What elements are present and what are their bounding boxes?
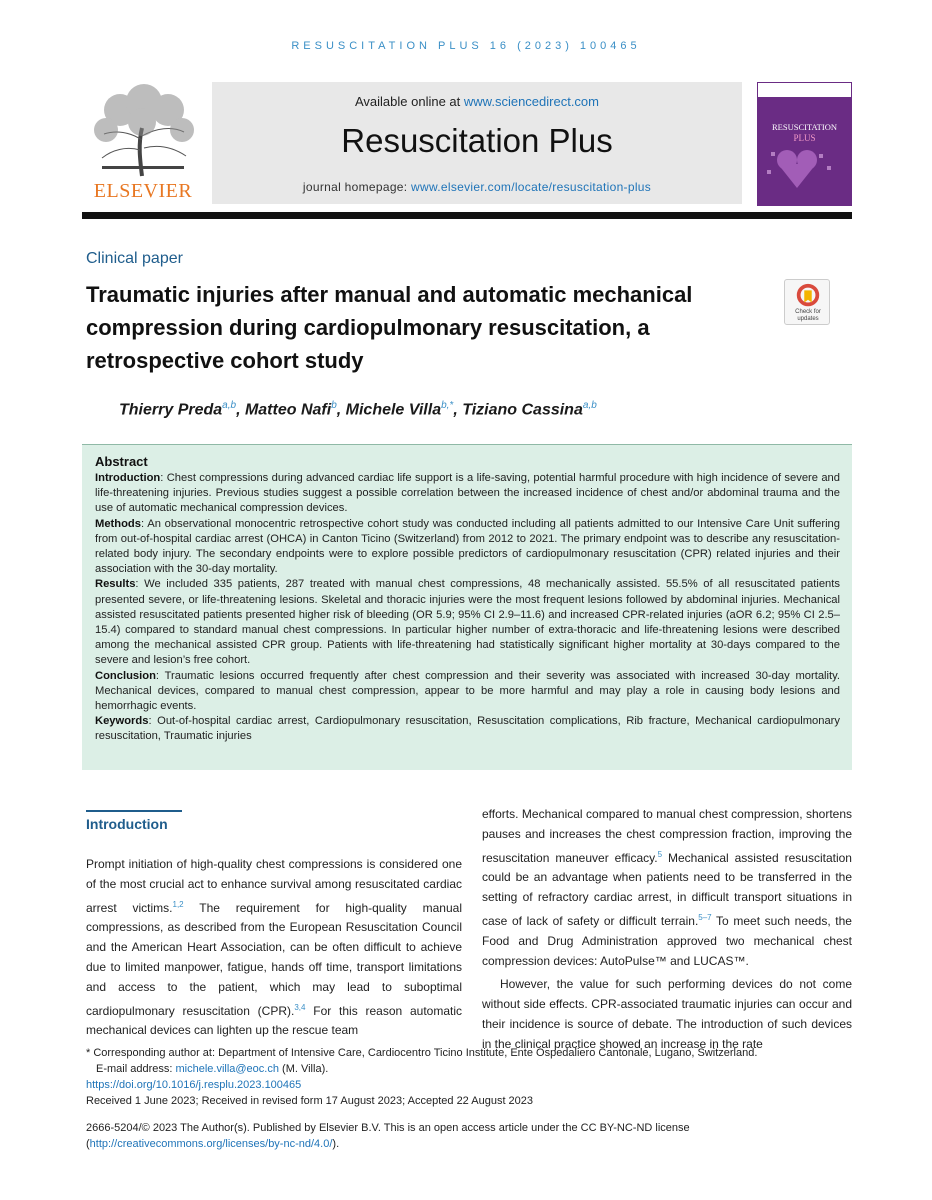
abstract-text: : Traumatic lesions occurred frequently after chest compression and their severity was associated with increased 30-day mortality. Mechanical devices, compared to manual chest compression, appear to be more harmful and may play a role in causing body lesions and hemorrhagic events. — [95, 669, 840, 713]
masthead-rule — [82, 212, 852, 219]
abstract-label: Introduction — [95, 472, 161, 484]
citation-link[interactable]: 3,4 — [294, 1002, 306, 1012]
body-text: efforts. Mechanical compared to manual chest compression, shortens pauses and increases the chest compression fraction, improving the resuscitation maneuver efficacy. — [482, 807, 852, 865]
abstract-results — [95, 577, 840, 668]
author-affiliation[interactable]: b,* — [441, 400, 454, 411]
author-name[interactable]: Michele Villa — [345, 401, 442, 419]
abstract-conclusion — [95, 669, 840, 715]
publisher-name: ELSEVIER — [93, 180, 193, 202]
article-title: Traumatic injuries after manual and automatic mechanical compression during cardiopulmonary resuscitation, a retrospective cohort study — [86, 282, 693, 373]
section-rule — [86, 810, 182, 812]
email-link[interactable]: michele.villa@eoc.ch — [175, 1063, 279, 1075]
corresponding-author: * Corresponding author at: Department of Intensive Care, Cardiocentro Ticino Institute, Ente Ospedaliero Cantonale, Lugano, Switzerland. — [86, 1047, 758, 1059]
email-line — [86, 1061, 856, 1077]
citation-link[interactable]: 5 — [657, 849, 663, 859]
journal-homepage — [212, 180, 742, 194]
body-paragraph: However, the value for such performing devices do not come without side effects. CPR-associated traumatic injuries can occur and their incidence is source of debate. The introduction of such devices in the clinical practice showed an increase in the rate — [482, 977, 852, 1051]
license-note — [86, 1120, 856, 1152]
abstract-box — [82, 444, 852, 770]
license-link[interactable]: http://creativecommons.org/licenses/by-nc-nd/4.0/ — [89, 1138, 333, 1150]
check-updates-label: Check for updates — [795, 309, 821, 322]
author-name[interactable]: Thierry Preda — [119, 401, 223, 419]
abstract-text: : Out-of-hospital cardiac arrest, Cardiopulmonary resuscitation, Resuscitation complications, Rib fracture, Mechanical cardiopulmonary resuscitation, Traumatic injuries — [95, 715, 840, 743]
abstract-text: : Chest compressions during advanced cardiac life support is a life-saving, potential harmful procedure with high incidence of severe and life-threatening injuries. Previous studies suggest a possible correlation between the increased incidence of chest and/or abdominal trauma and the use of automatic mechanical compression devices. — [95, 472, 840, 515]
license-end: ). — [332, 1138, 340, 1150]
body-column-right — [482, 805, 852, 1055]
citation-link[interactable]: 5–7 — [698, 912, 712, 922]
author-list: Thierry Preda$^{a,b}$, Matteo Nafi$^b$, Michele Villa$^{b,*}$, Tiziano Cassina$^{a,b}$ — [119, 400, 597, 419]
homepage-prefix: journal homepage: — [302, 180, 412, 194]
footnotes — [86, 1045, 856, 1109]
abstract-introduction — [95, 471, 840, 517]
received-dates: Received 1 June 2023; Received in revised form 17 August 2023; Accepted 22 August 2023 — [86, 1095, 534, 1107]
author-name[interactable]: Matteo Nafi — [244, 401, 332, 419]
available-prefix: Available online at — [354, 94, 464, 109]
running-head: RESUSCITATION PLUS 16 (2023) 100465 — [291, 40, 641, 52]
citation-link[interactable]: 1,2 — [172, 899, 184, 909]
journal-masthead — [82, 80, 852, 208]
body-text: For this reason automatic mechanical devices can lighten up the rescue team — [86, 1003, 463, 1038]
cover-subtitle: PLUS — [793, 133, 816, 143]
doi-link[interactable]: https://doi.org/10.1016/j.resplu.2023.100465 — [86, 1079, 302, 1091]
available-online — [212, 94, 742, 109]
journal-cover-thumbnail — [757, 82, 852, 206]
abstract-methods — [95, 517, 840, 578]
journal-banner — [212, 82, 742, 204]
author-affiliation[interactable]: a,b — [222, 400, 237, 411]
cover-heart-pattern — [757, 82, 852, 206]
author-affiliation[interactable]: a,b — [582, 400, 597, 411]
body-text: Mechanical assisted resuscitation could be an advantage when patients need to be transferred in the setting of refractory cardiac arrest, in difficult transport situations in case of lack of safety or difficult terrain. — [482, 850, 852, 928]
check-for-updates-button[interactable] — [784, 279, 830, 325]
journal-title: Resuscitation Plus — [341, 122, 613, 159]
body-text: Prompt initiation of high-quality chest compressions is considered one of the most crucial act to enhance survival among resuscitated cardiac arrest victims. — [86, 857, 462, 915]
cover-title: RESUSCITATION — [772, 122, 837, 132]
body-paragraph — [482, 805, 852, 971]
sciencedirect-link[interactable]: www.sciencedirect.com — [463, 94, 599, 109]
abstract-heading: Abstract — [95, 454, 148, 469]
abstract-keywords — [95, 714, 840, 744]
body-paragraph — [86, 855, 462, 1041]
author-affiliation[interactable]: b — [331, 400, 337, 411]
introduction-heading: Introduction — [86, 816, 168, 832]
body-column-left — [86, 855, 462, 1041]
body-text: To meet such needs, the Food and Drug Administration approved two mechanical chest compression devices: AutoPulse™ and LUCAS™. — [482, 913, 852, 968]
abstract-label: Conclusion — [95, 669, 156, 682]
article-type: Clinical paper — [86, 250, 183, 267]
check-updates-icon — [785, 282, 831, 310]
abstract-label: Results — [95, 578, 136, 591]
email-suffix: (M. Villa). — [278, 1063, 329, 1075]
homepage-link[interactable]: www.elsevier.com/locate/resuscitation-plus — [411, 180, 652, 194]
author-name[interactable]: Tiziano Cassina — [462, 401, 583, 419]
body-text: The requirement for high-quality manual compressions, as described from the European Resuscitation Council and the American Heart Association, can be often difficult to achieve due to limited manpower, fatigue, hands off time, transport limitations and access to the patient, which may lead to suboptimal cardiopulmonary resuscitation (CPR). — [86, 900, 462, 1018]
abstract-label: Keywords — [95, 715, 149, 728]
abstract-text: : We included 335 patients, 287 treated with manual chest compressions, 48 mechanically assisted. 55.5% of all resuscitated patients presented severe, or life-threatening lesions. Skeletal and thoracic injuries were the most frequent lesions followed by abdominal injuries. Mechanical assisted resuscitated patients presented higher risk of bleeding (OR 5.9; 95% CI 2.9–11.6) and increased CPR-related injuries (aOR 6.2; 95% CI 2.5–15.4) compared to standard manual chest compressions. In particular higher number of extra-thoracic and life-threatening lesions were described among the mechanical assisted CPR group. Patients with life-threatening had statistically significant higher mortality at 30-days compared to the severe and lesion’s free cohort. — [95, 578, 840, 667]
license-text: 2666-5204/© 2023 The Author(s). Published by Elsevier B.V. This is an open access article under the CC BY-NC-ND license ( — [86, 1122, 690, 1150]
abstract-text: : An observational monocentric retrospective cohort study was conducted including all patients admitted to our Intensive Care Unit suffering from out-of-hospital cardiac arrest (OHCA) in Canton Ticino (Switzerland) from 2012 to 2021. The primary endpoint was to describe any resuscitation-related body injury. The secondary endpoints were to explore possible predictors of cardiopulmonary resuscitation (CPR) related injuries and their association with the 30-day mortality. — [95, 517, 840, 576]
email-prefix: E-mail address: — [96, 1063, 176, 1075]
abstract-label: Methods — [95, 517, 141, 530]
